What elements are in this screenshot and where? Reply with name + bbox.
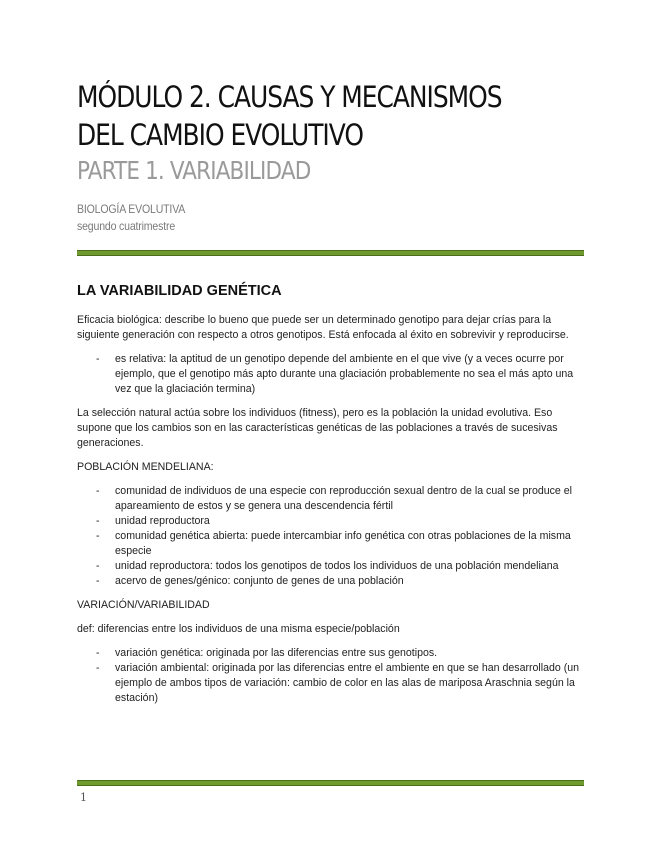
page-number: 1 <box>80 791 87 804</box>
bullet-dash: - <box>96 575 100 587</box>
document-subtitle: PARTE 1. VARIABILIDAD <box>77 156 311 185</box>
list-item-text: variación genética: originada por las diferencias entre sus genotipos. <box>115 647 438 659</box>
bullet-dash: - <box>96 485 100 497</box>
paragraph-poblacion-heading: POBLACIÓN MENDELIANA: <box>77 461 214 473</box>
list-eficacia <box>77 352 582 397</box>
course-name: BIOLOGÍA EVOLUTIVA <box>77 202 186 216</box>
list-item-text: unidad reproductora: todos los genotipos de todos los individuos de una población mendeliana <box>115 560 559 572</box>
list-item <box>77 484 582 514</box>
list-item-text: variación ambiental: originada por las diferencias entre el ambiente en que se han desarrollado (un ejemplo de ambos tipos de variación: cambio de color en las alas de mariposa Araschnia según la estación) <box>115 662 580 704</box>
bullet-dash: - <box>96 353 100 365</box>
document-title: MÓDULO 2. CAUSAS Y MECANISMOS DEL CAMBIO EVOLUTIVO <box>77 80 502 152</box>
list-item <box>77 574 582 589</box>
paragraph-eficacia: Eficacia biológica: describe lo bueno que puede ser un determinado genotipo para dejar crías para la siguiente generación con respecto a otros genotipos. Está enfocada al éxito en sobrevivir y reproducirse. <box>77 314 569 341</box>
list-item-text: acervo de genes/génico: conjunto de genes de una población <box>115 575 404 587</box>
document-body <box>77 276 582 715</box>
header-divider <box>77 250 584 256</box>
list-item <box>77 529 582 559</box>
list-item-text: es relativa: la aptitud de un genotipo depende del ambiente en el que vive (y a veces ocurre por ejemplo, que el genotipo más apto durante una glaciación probablemente no sea el más apto una vez que la glaciación termina) <box>115 353 574 395</box>
list-item <box>77 661 582 706</box>
paragraph-variacion-heading: VARIACIÓN/VARIABILIDAD <box>77 599 210 611</box>
bullet-dash: - <box>96 515 100 527</box>
list-poblacion <box>77 484 582 589</box>
list-item-text: comunidad de individuos de una especie con reproducción sexual dentro de la cual se produce el apareamiento de estos y se genera una descendencia fértil <box>115 485 573 512</box>
list-item <box>77 559 582 574</box>
bullet-dash: - <box>96 560 100 572</box>
list-item <box>77 646 582 661</box>
list-item-text: unidad reproductora <box>115 515 210 527</box>
footer-divider <box>77 780 584 786</box>
paragraph-seleccion: La selección natural actúa sobre los individuos (fitness), pero es la población la unidad evolutiva. Eso supone que los cambios son en las características genéticas de las poblaciones a través de sucesivas generaciones. <box>77 407 558 449</box>
bullet-dash: - <box>96 530 100 542</box>
paragraph-definicion: def: diferencias entre los individuos de una misma especie/población <box>77 623 400 635</box>
course-term: segundo cuatrimestre <box>77 219 176 233</box>
list-item <box>77 352 582 397</box>
list-variacion <box>77 646 582 706</box>
section-heading: LA VARIABILIDAD GENÉTICA <box>77 283 282 299</box>
list-item <box>77 514 582 529</box>
bullet-dash: - <box>96 647 100 659</box>
list-item-text: comunidad genética abierta: puede intercambiar info genética con otras poblaciones de la misma especie <box>115 530 571 557</box>
bullet-dash: - <box>96 662 100 674</box>
